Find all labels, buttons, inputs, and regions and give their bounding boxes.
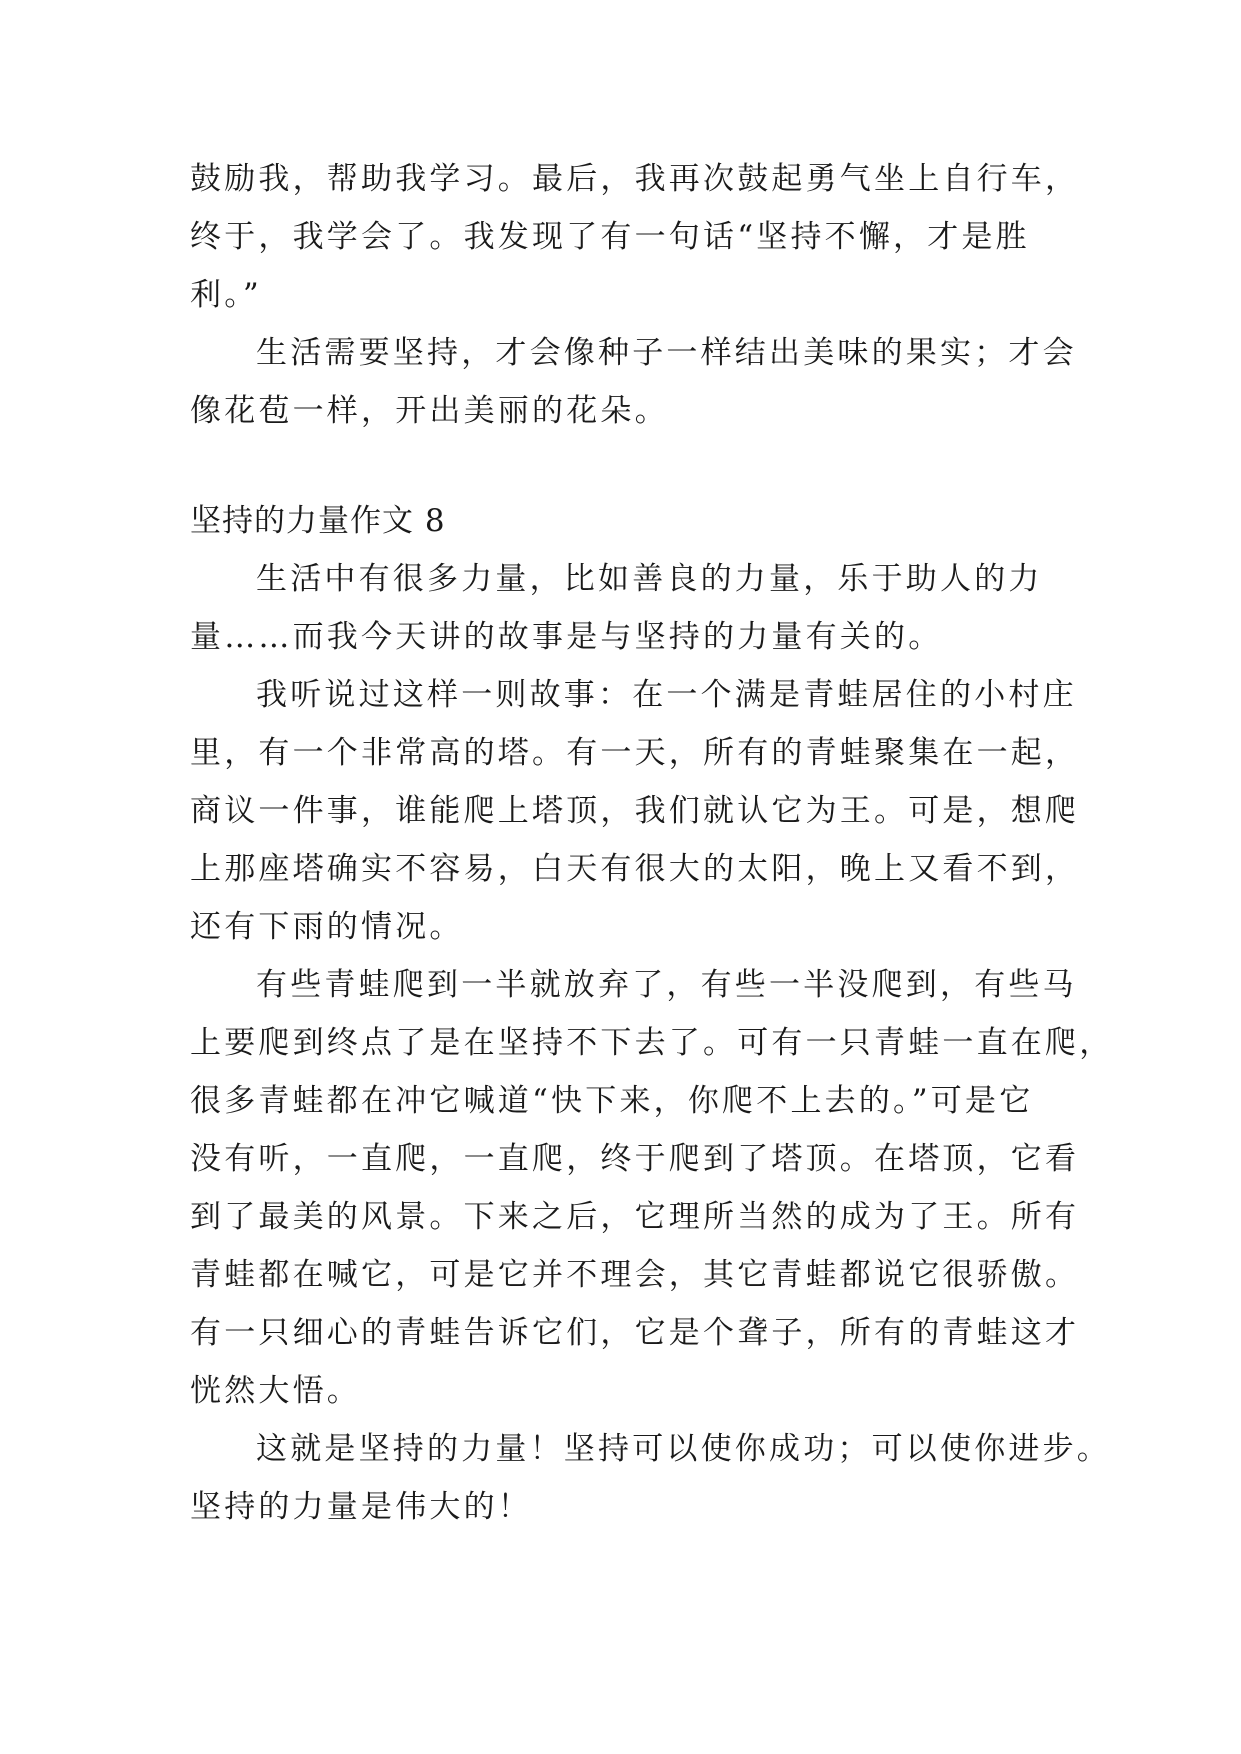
paragraph (190, 150, 1080, 324)
paragraph (190, 956, 1114, 1420)
paragraph (190, 666, 1080, 956)
text-line: 生活中有很多力量，比如善良的力量，乐于助人的力 (256, 561, 1043, 597)
text-line: 上要爬到终点了是在坚持不下去了。可有一只青蛙一直在爬， (190, 1025, 1114, 1061)
text-line: 有一只细心的青蛙告诉它们，它是个聋子，所有的青蛙这才 (190, 1315, 1080, 1351)
text-line: 青蛙都在喊它，可是它并不理会，其它青蛙都说它很骄傲。 (190, 1257, 1080, 1293)
text-line: 量……而我今天讲的故事是与坚持的力量有关的。 (190, 619, 943, 655)
text-line: 没有听，一直爬，一直爬，终于爬到了塔顶。在塔顶，它看 (190, 1141, 1080, 1177)
text-line: 很多青蛙都在冲它喊道“快下来，你爬不上去的。”可是它 (190, 1083, 1034, 1119)
section-spacer (190, 440, 1060, 492)
text-line: 鼓励我，帮助我学习。最后，我再次鼓起勇气坐上自行车， (190, 161, 1080, 197)
text-line: 生活需要坚持，才会像种子一样结出美味的果实；才会 (256, 335, 1077, 371)
document-page (190, 150, 1114, 1536)
paragraph (190, 1420, 1111, 1536)
text-line: 像花苞一样，开出美丽的花朵。 (190, 393, 669, 429)
text-line: 我听说过这样一则故事：在一个满是青蛙居住的小村庄 (256, 677, 1077, 713)
text-line: 上那座塔确实不容易，白天有很大的太阳，晚上又看不到， (190, 851, 1080, 887)
text-line: 利。” (190, 277, 262, 313)
paragraph (190, 324, 1077, 440)
text-line: 商议一件事，谁能爬上塔顶，我们就认它为王。可是，想爬 (190, 793, 1080, 829)
text-line: 这就是坚持的力量！坚持可以使你成功；可以使你进步。 (256, 1431, 1111, 1467)
text-line: 有些青蛙爬到一半就放弃了，有些一半没爬到，有些马 (256, 967, 1077, 1003)
text-line: 恍然大悟。 (190, 1373, 361, 1409)
text-line: 里，有一个非常高的塔。有一天，所有的青蛙聚集在一起， (190, 735, 1080, 771)
section-heading: 坚持的力量作文 8 (190, 503, 446, 539)
paragraph (190, 550, 1060, 666)
text-line: 到了最美的风景。下来之后，它理所当然的成为了王。所有 (190, 1199, 1080, 1235)
text-line: 终于，我学会了。我发现了有一句话“坚持不懈，才是胜 (190, 219, 1030, 255)
text-line: 坚持的力量是伟大的！ (190, 1489, 532, 1525)
text-line: 还有下雨的情况。 (190, 909, 464, 945)
